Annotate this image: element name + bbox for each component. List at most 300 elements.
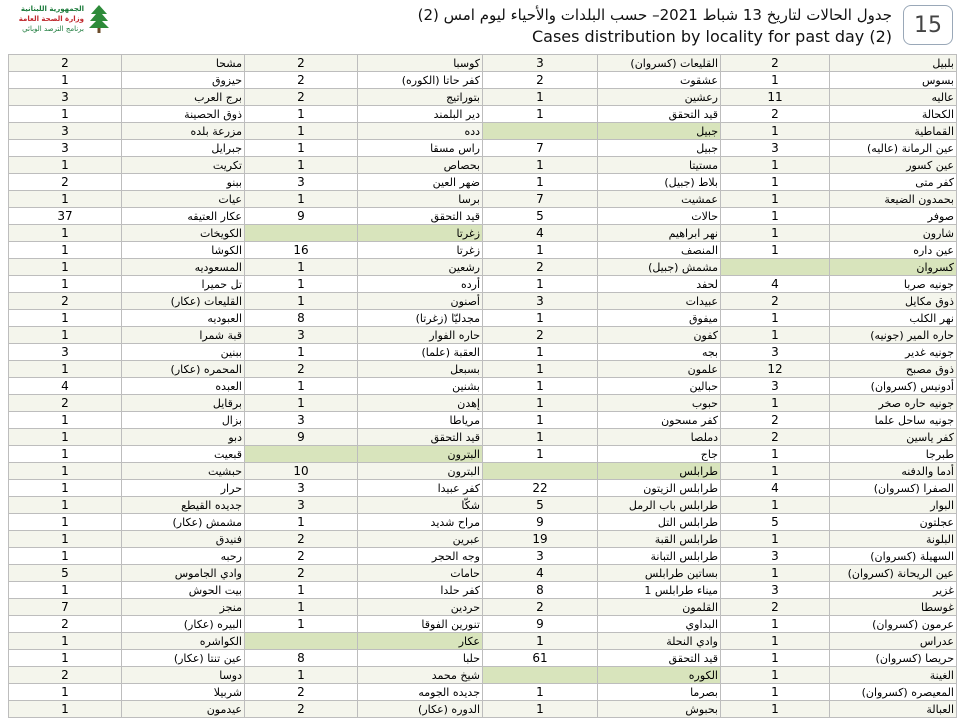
case-count-cell: 1 bbox=[721, 633, 830, 650]
table-row bbox=[9, 446, 957, 463]
case-count-cell: 3 bbox=[483, 548, 598, 565]
locality-cell: كفر مسحون bbox=[598, 412, 721, 429]
case-count-cell: 5 bbox=[483, 497, 598, 514]
case-count-cell: 1 bbox=[483, 633, 598, 650]
locality-cell: حامات bbox=[358, 565, 483, 582]
locality-cell: برسا bbox=[358, 191, 483, 208]
case-count-cell: 3 bbox=[245, 174, 358, 191]
table-row bbox=[9, 633, 957, 650]
table-row bbox=[9, 531, 957, 548]
locality-cell: الكواشره bbox=[122, 633, 245, 650]
table-row bbox=[9, 548, 957, 565]
case-count-cell: 2 bbox=[9, 395, 122, 412]
case-count-cell: 1 bbox=[721, 650, 830, 667]
logo-text-program: برنامج الترصد الوبائي bbox=[22, 25, 84, 33]
locality-cell: غزير bbox=[830, 582, 957, 599]
locality-cell: وادي النحلة bbox=[598, 633, 721, 650]
locality-cell: البداوي bbox=[598, 616, 721, 633]
locality-cell: صوفر bbox=[830, 208, 957, 225]
region-header-cell: كسروان bbox=[830, 259, 957, 276]
table-row bbox=[9, 378, 957, 395]
case-count-cell: 9 bbox=[483, 616, 598, 633]
locality-cell: قيد التحقق bbox=[598, 650, 721, 667]
locality-cell: بلبيل bbox=[830, 55, 957, 72]
case-count-cell bbox=[721, 259, 830, 276]
locality-cell: شكّا bbox=[358, 497, 483, 514]
case-count-cell: 1 bbox=[9, 259, 122, 276]
locality-cell: الكحالة bbox=[830, 106, 957, 123]
locality-cell: بتوراتيج bbox=[358, 89, 483, 106]
locality-cell: مشمش (عكار) bbox=[122, 514, 245, 531]
case-count-cell: 22 bbox=[483, 480, 598, 497]
title-english: Cases distribution by locality for past day (2) bbox=[531, 27, 892, 46]
table-row bbox=[9, 174, 957, 191]
case-count-cell: 1 bbox=[483, 701, 598, 718]
locality-cell: دوسا bbox=[122, 667, 245, 684]
locality-cell: كفر متى bbox=[830, 174, 957, 191]
locality-cell: بحبوش bbox=[598, 701, 721, 718]
case-count-cell: 2 bbox=[483, 259, 598, 276]
case-count-cell: 1 bbox=[721, 395, 830, 412]
locality-cell: مشحا bbox=[122, 55, 245, 72]
locality-cell: القماطية bbox=[830, 123, 957, 140]
locality-cell: أصنون bbox=[358, 293, 483, 310]
case-count-cell: 1 bbox=[721, 684, 830, 701]
case-count-cell: 2 bbox=[721, 599, 830, 616]
case-count-cell: 1 bbox=[9, 701, 122, 718]
ministry-logo bbox=[8, 3, 108, 43]
table-row bbox=[9, 463, 957, 480]
case-count-cell: 1 bbox=[245, 157, 358, 174]
case-count-cell: 1 bbox=[245, 140, 358, 157]
locality-cell: جونيه صربا bbox=[830, 276, 957, 293]
case-count-cell: 4 bbox=[9, 378, 122, 395]
case-count-cell: 3 bbox=[245, 480, 358, 497]
locality-cell: حريصا (كسروان) bbox=[830, 650, 957, 667]
locality-cell: عيدمون bbox=[122, 701, 245, 718]
case-count-cell: 2 bbox=[9, 667, 122, 684]
region-header-cell: جبيل bbox=[598, 123, 721, 140]
locality-cell: مراح شديد bbox=[358, 514, 483, 531]
locality-cell: كفر عبيدا bbox=[358, 480, 483, 497]
case-count-cell: 9 bbox=[245, 208, 358, 225]
locality-cell: كفر ياسين bbox=[830, 429, 957, 446]
locality-cell: جونيه حاره صخر bbox=[830, 395, 957, 412]
table-row bbox=[9, 327, 957, 344]
case-count-cell: 1 bbox=[9, 446, 122, 463]
locality-cell: طرابلس التبانة bbox=[598, 548, 721, 565]
region-header-cell: عكار bbox=[358, 633, 483, 650]
region-header-cell: طرابلس bbox=[598, 463, 721, 480]
case-count-cell: 1 bbox=[245, 582, 358, 599]
region-header-cell: البترون bbox=[358, 446, 483, 463]
locality-cell: العبوديه bbox=[122, 310, 245, 327]
table-row bbox=[9, 276, 957, 293]
case-count-cell: 1 bbox=[245, 514, 358, 531]
locality-cell: بسوس bbox=[830, 72, 957, 89]
locality-cell: زغرتا bbox=[358, 242, 483, 259]
locality-cell: طبرجا bbox=[830, 446, 957, 463]
locality-cell: طرابلس التل bbox=[598, 514, 721, 531]
case-count-cell: 1 bbox=[483, 89, 598, 106]
case-count-cell: 2 bbox=[721, 55, 830, 72]
locality-cell: جاج bbox=[598, 446, 721, 463]
case-count-cell: 3 bbox=[9, 344, 122, 361]
locality-cell: ذوق مصبح bbox=[830, 361, 957, 378]
locality-cell: رعشين bbox=[598, 89, 721, 106]
locality-cell: بساتين طرابلس bbox=[598, 565, 721, 582]
locality-cell: حبشيت bbox=[122, 463, 245, 480]
locality-cell: حاره المير (جونيه) bbox=[830, 327, 957, 344]
locality-cell: شربيلا bbox=[122, 684, 245, 701]
case-count-cell bbox=[483, 463, 598, 480]
locality-cell: قيد التحقق bbox=[358, 429, 483, 446]
locality-cell: دبو bbox=[122, 429, 245, 446]
case-count-cell: 9 bbox=[245, 429, 358, 446]
case-count-cell: 1 bbox=[721, 497, 830, 514]
case-count-cell: 2 bbox=[483, 599, 598, 616]
table-row bbox=[9, 582, 957, 599]
locality-cell: كفر حاتا (الكوره) bbox=[358, 72, 483, 89]
locality-cell: بسبعل bbox=[358, 361, 483, 378]
locality-cell: طرابلس القبة bbox=[598, 531, 721, 548]
case-count-cell: 10 bbox=[245, 463, 358, 480]
case-count-cell: 1 bbox=[245, 344, 358, 361]
case-count-cell: 3 bbox=[245, 497, 358, 514]
locality-cell: علمون bbox=[598, 361, 721, 378]
locality-cell: حرار bbox=[122, 480, 245, 497]
locality-cell: العقبة (علما) bbox=[358, 344, 483, 361]
table-row bbox=[9, 55, 957, 72]
case-count-cell: 1 bbox=[721, 191, 830, 208]
case-count-cell: 1 bbox=[483, 378, 598, 395]
case-count-cell: 1 bbox=[721, 72, 830, 89]
locality-cell: مجدليّا (زغرتا) bbox=[358, 310, 483, 327]
locality-cell: طرابلس باب الرمل bbox=[598, 497, 721, 514]
case-count-cell: 2 bbox=[245, 55, 358, 72]
locality-cell: أدما والدفنه bbox=[830, 463, 957, 480]
case-count-cell: 2 bbox=[245, 531, 358, 548]
locality-cell: عيات bbox=[122, 191, 245, 208]
table-row bbox=[9, 225, 957, 242]
locality-cell: دملصا bbox=[598, 429, 721, 446]
locality-cell: الصفرا (كسروان) bbox=[830, 480, 957, 497]
case-count-cell: 1 bbox=[9, 531, 122, 548]
locality-cell: ميناء طرابلس 1 bbox=[598, 582, 721, 599]
case-count-cell: 1 bbox=[483, 446, 598, 463]
case-count-cell: 3 bbox=[245, 412, 358, 429]
case-count-cell: 3 bbox=[9, 140, 122, 157]
locality-cell: مرياطا bbox=[358, 412, 483, 429]
locality-cell: بيت الحوش bbox=[122, 582, 245, 599]
case-count-cell: 2 bbox=[9, 55, 122, 72]
table-row bbox=[9, 191, 957, 208]
locality-cell: حردين bbox=[358, 599, 483, 616]
locality-cell: برقايل bbox=[122, 395, 245, 412]
case-count-cell: 1 bbox=[9, 276, 122, 293]
table-row bbox=[9, 616, 957, 633]
case-count-cell: 61 bbox=[483, 650, 598, 667]
locality-cell: قبعيت bbox=[122, 446, 245, 463]
locality-cell: مشمش (جبيل) bbox=[598, 259, 721, 276]
locality-cell: رحبه bbox=[122, 548, 245, 565]
table-row bbox=[9, 480, 957, 497]
case-count-cell: 19 bbox=[483, 531, 598, 548]
case-count-cell: 8 bbox=[483, 582, 598, 599]
locality-cell: جديده الجومه bbox=[358, 684, 483, 701]
case-count-cell: 1 bbox=[721, 174, 830, 191]
case-count-cell: 2 bbox=[9, 174, 122, 191]
locality-cell: بجه bbox=[598, 344, 721, 361]
case-count-cell: 2 bbox=[721, 293, 830, 310]
case-count-cell: 1 bbox=[721, 225, 830, 242]
case-count-cell: 1 bbox=[483, 395, 598, 412]
table-row bbox=[9, 344, 957, 361]
case-count-cell: 1 bbox=[9, 412, 122, 429]
locality-cell: بحصاص bbox=[358, 157, 483, 174]
case-count-cell: 2 bbox=[245, 684, 358, 701]
case-count-cell: 1 bbox=[9, 497, 122, 514]
locality-cell: ضهر العين bbox=[358, 174, 483, 191]
case-count-cell: 1 bbox=[721, 701, 830, 718]
table-row bbox=[9, 667, 957, 684]
case-count-cell: 1 bbox=[9, 514, 122, 531]
case-count-cell: 1 bbox=[9, 429, 122, 446]
case-count-cell: 1 bbox=[483, 429, 598, 446]
table-row bbox=[9, 650, 957, 667]
locality-cell: حبالين bbox=[598, 378, 721, 395]
locality-cell: رشعين bbox=[358, 259, 483, 276]
case-count-cell: 1 bbox=[9, 582, 122, 599]
locality-cell: جونيه غدير bbox=[830, 344, 957, 361]
cedar-icon bbox=[88, 4, 110, 34]
locality-cell: العبده bbox=[122, 378, 245, 395]
locality-cell: جبرايل bbox=[122, 140, 245, 157]
case-count-cell: 1 bbox=[721, 157, 830, 174]
locality-cell: مزرعة بلده bbox=[122, 123, 245, 140]
case-count-cell: 1 bbox=[245, 191, 358, 208]
case-count-cell: 5 bbox=[721, 514, 830, 531]
locality-cell: كفون bbox=[598, 327, 721, 344]
case-count-cell: 4 bbox=[483, 565, 598, 582]
case-count-cell: 3 bbox=[721, 378, 830, 395]
title-arabic: جدول الحالات لتاريخ 13 شباط 2021– حسب البلدات والأحياء ليوم امس (2) bbox=[417, 6, 892, 24]
case-count-cell: 2 bbox=[245, 361, 358, 378]
case-count-cell: 16 bbox=[245, 242, 358, 259]
case-count-cell: 1 bbox=[9, 463, 122, 480]
table-row bbox=[9, 701, 957, 718]
case-count-cell: 1 bbox=[483, 344, 598, 361]
locality-cell: شارون bbox=[830, 225, 957, 242]
table-row bbox=[9, 310, 957, 327]
case-count-cell: 8 bbox=[245, 310, 358, 327]
case-count-cell: 1 bbox=[245, 259, 358, 276]
case-count-cell: 2 bbox=[483, 327, 598, 344]
case-count-cell: 1 bbox=[483, 174, 598, 191]
locality-cell: المحمره (عكار) bbox=[122, 361, 245, 378]
locality-cell: غوسطا bbox=[830, 599, 957, 616]
case-count-cell: 37 bbox=[9, 208, 122, 225]
locality-cell: عمشيت bbox=[598, 191, 721, 208]
case-count-cell: 2 bbox=[9, 616, 122, 633]
locality-cell: عدراس bbox=[830, 633, 957, 650]
case-count-cell: 1 bbox=[483, 412, 598, 429]
case-count-cell: 2 bbox=[721, 412, 830, 429]
locality-cell: فنيدق bbox=[122, 531, 245, 548]
locality-cell: ببنين bbox=[122, 344, 245, 361]
case-count-cell: 1 bbox=[721, 327, 830, 344]
case-count-cell: 1 bbox=[483, 361, 598, 378]
logo-text-republic: الجمهورية اللبنانية bbox=[20, 5, 84, 13]
locality-cell: أرده bbox=[358, 276, 483, 293]
case-count-cell: 1 bbox=[9, 225, 122, 242]
locality-cell: عاليه bbox=[830, 89, 957, 106]
locality-cell: حيزوق bbox=[122, 72, 245, 89]
case-count-cell bbox=[245, 225, 358, 242]
case-count-cell: 1 bbox=[721, 667, 830, 684]
case-count-cell: 1 bbox=[483, 157, 598, 174]
case-count-cell: 1 bbox=[245, 293, 358, 310]
locality-cell: عجلتون bbox=[830, 514, 957, 531]
case-count-cell: 1 bbox=[483, 106, 598, 123]
case-count-cell: 3 bbox=[721, 344, 830, 361]
locality-cell: بلاط (جبيل) bbox=[598, 174, 721, 191]
case-count-cell: 2 bbox=[721, 429, 830, 446]
locality-cell: نهر الكلب bbox=[830, 310, 957, 327]
locality-cell: شيخ محمد bbox=[358, 667, 483, 684]
case-count-cell: 1 bbox=[245, 123, 358, 140]
locality-cell: البوار bbox=[830, 497, 957, 514]
case-count-cell: 2 bbox=[483, 72, 598, 89]
locality-cell: عكار العتيقه bbox=[122, 208, 245, 225]
locality-cell: حالات bbox=[598, 208, 721, 225]
case-count-cell: 1 bbox=[721, 565, 830, 582]
locality-cell: تنورين الفوقا bbox=[358, 616, 483, 633]
case-count-cell: 1 bbox=[9, 242, 122, 259]
locality-cell: القلمون bbox=[598, 599, 721, 616]
case-count-cell: 1 bbox=[483, 276, 598, 293]
case-count-cell: 1 bbox=[483, 684, 598, 701]
locality-cell: عين تنتا (عكار) bbox=[122, 650, 245, 667]
case-count-cell: 3 bbox=[721, 548, 830, 565]
locality-cell: حلبا bbox=[358, 650, 483, 667]
case-count-cell: 3 bbox=[721, 140, 830, 157]
case-count-cell: 7 bbox=[9, 599, 122, 616]
locality-cell: راس مسقا bbox=[358, 140, 483, 157]
locality-cell: جديده القيطع bbox=[122, 497, 245, 514]
case-count-cell: 5 bbox=[9, 565, 122, 582]
locality-cell: عين كسور bbox=[830, 157, 957, 174]
case-count-cell: 2 bbox=[245, 89, 358, 106]
locality-cell: جبيل bbox=[598, 140, 721, 157]
case-count-cell: 3 bbox=[483, 55, 598, 72]
case-count-cell: 3 bbox=[483, 293, 598, 310]
case-count-cell bbox=[245, 633, 358, 650]
locality-cell: منجز bbox=[122, 599, 245, 616]
case-count-cell: 1 bbox=[721, 446, 830, 463]
locality-cell: الدوره (عكار) bbox=[358, 701, 483, 718]
locality-cell: عين الريحانة (كسروان) bbox=[830, 565, 957, 582]
table-row bbox=[9, 72, 957, 89]
table-row bbox=[9, 259, 957, 276]
case-count-cell: 4 bbox=[721, 480, 830, 497]
case-count-cell: 1 bbox=[245, 616, 358, 633]
locality-cell: كفر حلدا bbox=[358, 582, 483, 599]
case-count-cell: 7 bbox=[483, 140, 598, 157]
locality-cell: كوسبا bbox=[358, 55, 483, 72]
table-row bbox=[9, 293, 957, 310]
locality-cell: لحفد bbox=[598, 276, 721, 293]
case-count-cell: 2 bbox=[245, 72, 358, 89]
locality-cell: القليعات (كسروان) bbox=[598, 55, 721, 72]
locality-cell: البترون bbox=[358, 463, 483, 480]
case-count-cell: 1 bbox=[9, 157, 122, 174]
locality-cell: بحمدون الضيعة bbox=[830, 191, 957, 208]
page-number: 15 bbox=[903, 5, 953, 45]
locality-cell: بشنين bbox=[358, 378, 483, 395]
case-count-cell: 8 bbox=[245, 650, 358, 667]
case-count-cell: 1 bbox=[483, 242, 598, 259]
locality-cell: عرمون (كسروان) bbox=[830, 616, 957, 633]
locality-cell: عبيدات bbox=[598, 293, 721, 310]
case-count-cell: 1 bbox=[9, 650, 122, 667]
case-count-cell: 1 bbox=[245, 667, 358, 684]
table-row bbox=[9, 395, 957, 412]
case-count-cell: 1 bbox=[9, 684, 122, 701]
locality-cell: العبالة bbox=[830, 701, 957, 718]
case-count-cell: 1 bbox=[9, 361, 122, 378]
case-count-cell: 2 bbox=[9, 293, 122, 310]
case-count-cell: 3 bbox=[9, 89, 122, 106]
case-count-cell: 1 bbox=[9, 106, 122, 123]
case-count-cell: 1 bbox=[721, 616, 830, 633]
case-count-cell: 3 bbox=[721, 582, 830, 599]
locality-cell: المنصف bbox=[598, 242, 721, 259]
case-count-cell: 1 bbox=[9, 480, 122, 497]
case-count-cell: 1 bbox=[9, 548, 122, 565]
locality-cell: عين الرمانة (عاليه) bbox=[830, 140, 957, 157]
locality-cell: دير البلمند bbox=[358, 106, 483, 123]
locality-cell: أدونيس (كسروان) bbox=[830, 378, 957, 395]
locality-cell: جونيه ساحل علما bbox=[830, 412, 957, 429]
locality-cell: حبوب bbox=[598, 395, 721, 412]
locality-cell: قيد التحقق bbox=[598, 106, 721, 123]
table-row bbox=[9, 208, 957, 225]
locality-cell: برج العرب bbox=[122, 89, 245, 106]
case-count-cell: 4 bbox=[483, 225, 598, 242]
table-row bbox=[9, 429, 957, 446]
case-count-cell: 7 bbox=[483, 191, 598, 208]
cases-table bbox=[8, 54, 957, 718]
locality-cell: المعيصره (كسروان) bbox=[830, 684, 957, 701]
locality-cell: قبة شمرا bbox=[122, 327, 245, 344]
locality-cell: بصرما bbox=[598, 684, 721, 701]
case-count-cell: 1 bbox=[9, 327, 122, 344]
locality-cell: دده bbox=[358, 123, 483, 140]
locality-cell: الغينة bbox=[830, 667, 957, 684]
locality-cell: الكوشا bbox=[122, 242, 245, 259]
locality-cell: بزال bbox=[122, 412, 245, 429]
locality-cell: وجه الحجر bbox=[358, 548, 483, 565]
table-row bbox=[9, 140, 957, 157]
case-count-cell: 1 bbox=[245, 276, 358, 293]
page-header bbox=[0, 0, 960, 54]
locality-cell: ذوق مكايل bbox=[830, 293, 957, 310]
case-count-cell: 1 bbox=[245, 599, 358, 616]
locality-cell: الكويخات bbox=[122, 225, 245, 242]
locality-cell: البيره (عكار) bbox=[122, 616, 245, 633]
case-count-cell: 1 bbox=[721, 310, 830, 327]
